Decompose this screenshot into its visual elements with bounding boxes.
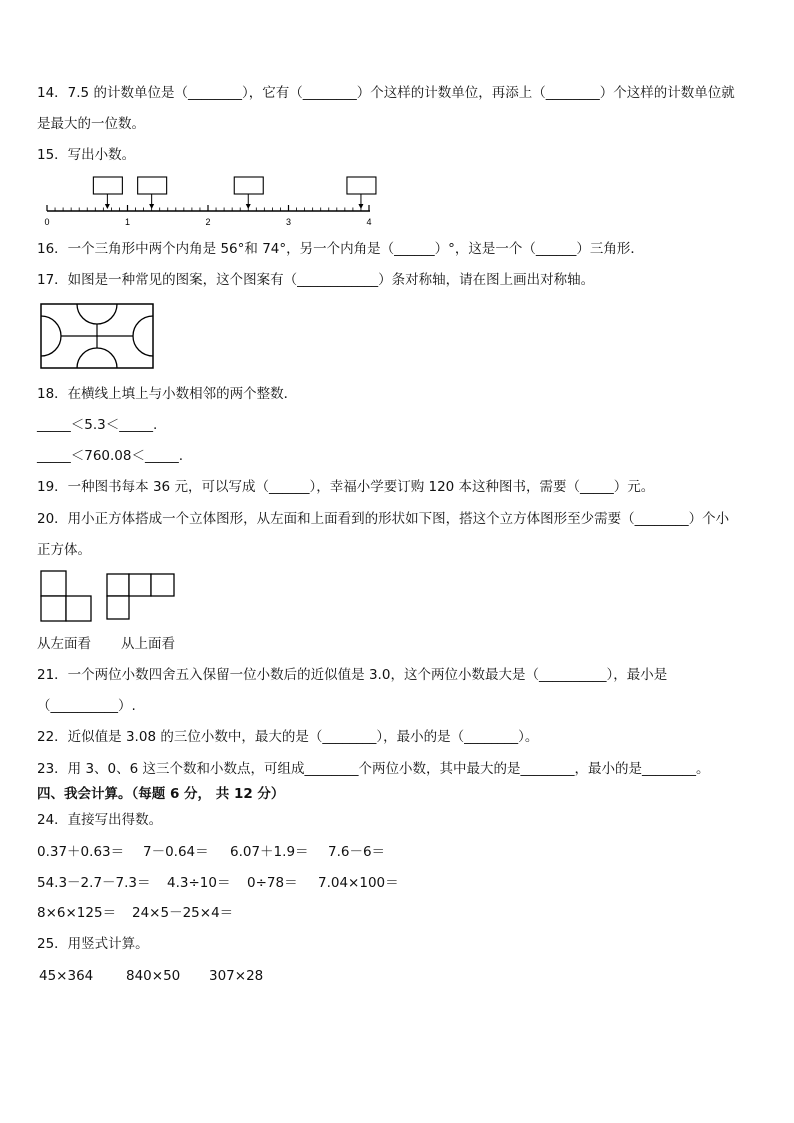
q20-line2: 正方体。 [37, 542, 91, 558]
q20-line1: 20．用小正方体搭成一个立体图形，从左面和上面看到的形状如下图，搭这个立方体图形至少需要（________）个小 [37, 511, 730, 527]
q24-item: 4.3÷10＝ [167, 875, 231, 891]
q24-item: 7.6－6＝ [328, 844, 386, 860]
q21-line1: 21．一个两位小数四舍五入保留一位小数后的近似值是 3.0，这个两位小数最大是（__________），最小是 [37, 667, 668, 683]
number-line-tick-label: 0 [44, 217, 50, 227]
section4-heading: 四、我会计算。（每题 6 分， 共 12 分） [37, 786, 285, 802]
top-view-label: 从上面看 [121, 636, 175, 652]
q24-item: 24×5－25×4＝ [132, 905, 234, 921]
q24-item: 0.37＋0.63＝ [37, 844, 125, 860]
number-line-tick-label: 1 [124, 217, 131, 227]
q17-text: 17．如图是一种常见的图案，这个图案有（____________）条对称轴，请在图上画出对称轴。 [37, 272, 595, 288]
q15-title: 15．写出小数。 [37, 147, 136, 163]
q24-item: 0÷78＝ [247, 875, 298, 891]
q25-item: 45×364 [39, 968, 94, 984]
q18-line1: _____＜5.3＜_____. [37, 417, 158, 433]
q24-item: 8×6×125＝ [37, 905, 117, 921]
q14-line2: 是最大的一位数。 [37, 116, 145, 132]
q21-line2: （__________）. [37, 698, 136, 714]
left-view-figure [40, 570, 94, 622]
number-line-tick-label: 4 [366, 217, 372, 227]
q24-item: 54.3－2.7－7.3＝ [37, 875, 151, 891]
q19-text: 19．一种图书每本 36 元，可以写成（______），幸福小学要订购 120 本这种图书，需要（_____）元。 [37, 479, 655, 495]
symmetric-pattern-figure [40, 303, 154, 369]
q16-text: 16．一个三角形中两个内角是 56°和 74°，另一个内角是（______）°，这是一个（______）三角形． [37, 241, 644, 257]
number-line-tick-label: 2 [205, 217, 211, 227]
q24-item: 7.04×100＝ [318, 875, 399, 891]
top-view-figure [106, 573, 178, 621]
q24-item: 6.07＋1.9＝ [230, 844, 309, 860]
q22-text: 22．近似值是 3.08 的三位小数中，最大的是（________），最小的是（________）。 [37, 729, 539, 745]
q14-line1: 14．7.5 的计数单位是（________），它有（________）个这样的计数单位，再添上（________）个这样的计数单位就 [37, 85, 735, 101]
q18-title: 18．在横线上填上与小数相邻的两个整数． [37, 386, 298, 402]
answer-box[interactable] [234, 177, 263, 209]
left-view-label: 从左面看 [37, 636, 91, 652]
q18-line2: _____＜760.08＜_____. [37, 448, 184, 464]
answer-box[interactable] [93, 177, 122, 209]
number-line-tick-label: 3 [285, 217, 292, 227]
q24-item: 7－0.64＝ [143, 844, 209, 860]
answer-box[interactable] [138, 177, 167, 209]
q23-text: 23．用 3、0、6 这三个数和小数点，可组成________个两位小数，其中最大的是________，最小的是________。 [37, 761, 710, 777]
number-line-figure [40, 174, 385, 230]
q25-item: 840×50 [126, 968, 181, 984]
q25-item: 307×28 [209, 968, 264, 984]
answer-box[interactable] [347, 177, 376, 209]
q24-title: 24．直接写出得数。 [37, 812, 163, 828]
q25-title: 25．用竖式计算。 [37, 936, 149, 952]
